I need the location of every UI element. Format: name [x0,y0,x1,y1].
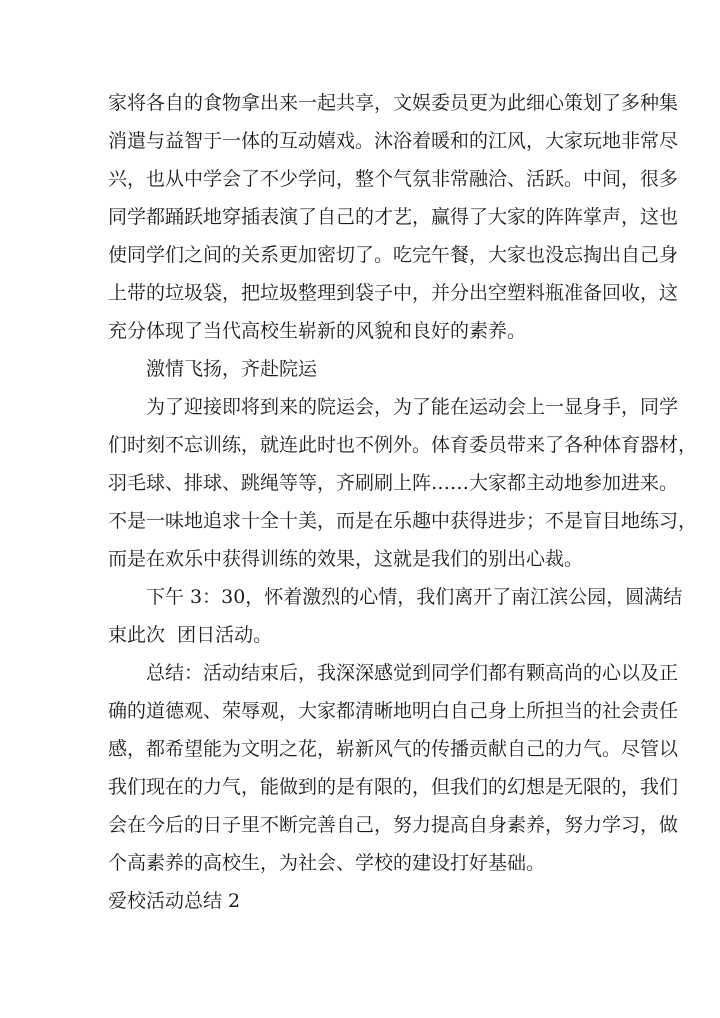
text-line: 消遣与益智于一体的互动嬉戏。沐浴着暖和的江风，大家玩地非常尽 [108,130,679,152]
text-line: 总结：活动结束后，我深深感觉到同学们都有颗高尚的心以及正 [146,662,679,684]
text-line: 不是一味地追求十全十美，而是在乐趣中获得进步；不是盲目地练习， [108,510,698,532]
text-line: 充分体现了当代高校生崭新的风貌和良好的素养。 [108,320,527,342]
section-heading: 激情飞扬，齐赴院运 [146,358,318,380]
text-line: 会在今后的日子里不断完善自己，努力提高自身素养，努力学习，做 [108,814,679,836]
text-line: 同学都踊跃地穿插表演了自己的才艺，赢得了大家的阵阵掌声，这也 [108,206,679,228]
text-line: 使同学们之间的关系更加密切了。吃完午餐，大家也没忘掏出自己身 [108,244,679,266]
text-line: 个高素养的高校生，为社会、学校的建设打好基础。 [108,852,546,874]
text-line: 我们现在的力气，能做到的是有限的，但我们的幻想是无限的，我们 [108,776,679,798]
text-line: 上带的垃圾袋，把垃圾整理到袋子中，并分出空塑料瓶准备回收，这 [108,282,679,304]
text-line: 确的道德观、荣辱观，大家都清晰地明白自己身上所担当的社会责任 [108,700,679,722]
text-line: 而是在欢乐中获得训练的效果，这就是我们的别出心裁。 [108,548,584,570]
text-line: 羽毛球、排球、跳绳等等，齐刷刷上阵……大家都主动地参加进来。 [108,472,679,494]
text-line: 兴，也从中学会了不少学问，整个气氛非常融洽、活跃。中间，很多 [108,168,679,190]
text-line: 下午 3：30，怀着激烈的心情，我们离开了南江滨公园，圆满结 [146,586,683,608]
text-line: 感，都希望能为文明之花，崭新风气的传播贡献自己的力气。尽管以 [108,738,679,760]
text-line: 们时刻不忘训练，就连此时也不例外。体育委员带来了各种体育器材， [108,434,698,456]
text-line: 束此次 团日活动。 [108,624,273,646]
text-line: 为了迎接即将到来的院运会，为了能在运动会上一显身手，同学 [146,396,679,418]
next-section-title: 爱校活动总结 2 [108,890,241,912]
text-line: 家将各自的食物拿出来一起共享，文娱委员更为此细心策划了多种集 [108,92,679,114]
